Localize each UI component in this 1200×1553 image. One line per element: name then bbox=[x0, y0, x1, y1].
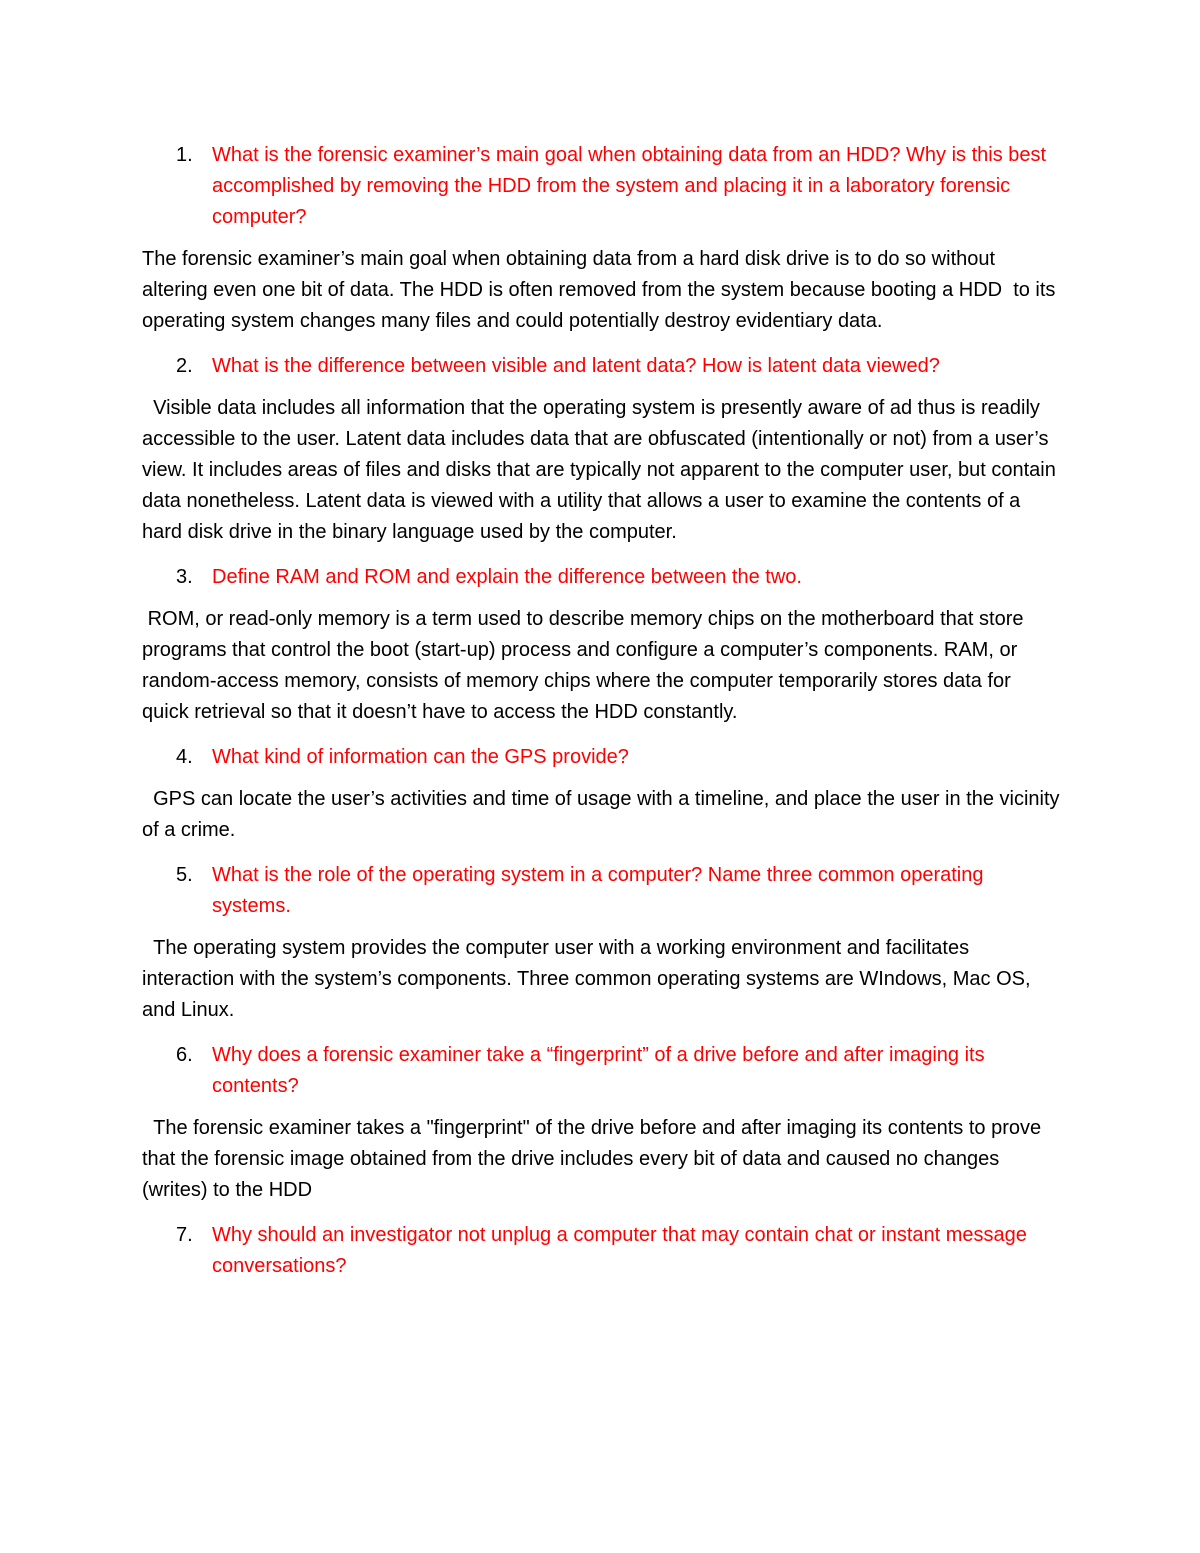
qa-item-1 bbox=[142, 140, 1062, 337]
answer-1: The forensic examiner’s main goal when obtaining data from a hard disk drive is to do so without altering even one bit of data. The HDD is often removed from the system because booting a HDD to its operating system changes many files and could potentially destroy evidentiary data. bbox=[142, 248, 1061, 332]
qa-item-2 bbox=[142, 351, 1062, 548]
qa-item-4 bbox=[142, 742, 1066, 846]
answer-4: GPS can locate the user’s activities and time of usage with a timeline, and place the user in the vicinity of a crime. bbox=[142, 788, 1066, 841]
qa-item-6 bbox=[142, 1040, 1062, 1206]
answer-3: ROM, or read-only memory is a term used to describe memory chips on the motherboard that store programs that control the boot (start-up) process and configure a computer’s components. RAM, or random-access memory, consists of memory chips where the computer temporarily stores data for quick retrieval so that it doesn’t have to access the HDD constantly. bbox=[142, 608, 1030, 723]
question-5 bbox=[142, 860, 1062, 922]
document-body bbox=[142, 140, 1066, 1293]
question-text: Why does a forensic examiner take a “fingerprint” of a drive before and after imaging its contents? bbox=[212, 1044, 985, 1097]
question-number: 7. bbox=[176, 1224, 193, 1246]
question-text: Why should an investigator not unplug a computer that may contain chat or instant message conversations? bbox=[212, 1224, 1027, 1277]
question-1 bbox=[142, 140, 1062, 233]
question-7 bbox=[142, 1220, 1062, 1282]
question-number: 3. bbox=[176, 566, 193, 588]
question-2 bbox=[142, 351, 1062, 382]
question-number: 1. bbox=[176, 144, 193, 166]
qa-item-3 bbox=[142, 562, 1062, 728]
question-text: What is the difference between visible and latent data? How is latent data viewed? bbox=[212, 355, 940, 377]
answer-2: Visible data includes all information that the operating system is presently aware of ad thus is readily accessible to the user. Latent data includes data that are obfuscated (intentionally or not) from a user’s view. It includes areas of files and disks that are typically not apparent to the computer user, but contain data nonetheless. Latent data is viewed with a utility that allows a user to examine the contents of a hard disk drive in the binary language used by the computer. bbox=[142, 397, 1062, 543]
qa-item-7 bbox=[142, 1220, 1062, 1282]
answer-5: The operating system provides the computer user with a working environment and facilitates interaction with the system’s components. Three common operating systems are WIndows, Mac OS, and Linux. bbox=[142, 937, 1037, 1021]
question-number: 2. bbox=[176, 355, 193, 377]
question-6 bbox=[142, 1040, 1062, 1102]
question-text: What is the role of the operating system in a computer? Name three common operating systems. bbox=[212, 864, 984, 917]
question-number: 6. bbox=[176, 1044, 193, 1066]
question-number: 5. bbox=[176, 864, 193, 886]
question-4 bbox=[142, 742, 1062, 773]
answer-6: The forensic examiner takes a "fingerprint" of the drive before and after imaging its contents to prove that the forensic image obtained from the drive includes every bit of data and caused no changes (writes) to the HDD bbox=[142, 1117, 1047, 1201]
question-text: Define RAM and ROM and explain the difference between the two. bbox=[212, 566, 802, 588]
question-text: What kind of information can the GPS provide? bbox=[212, 746, 629, 768]
qa-item-5 bbox=[142, 860, 1062, 1026]
question-number: 4. bbox=[176, 746, 193, 768]
question-text: What is the forensic examiner’s main goal when obtaining data from an HDD? Why is this best accomplished by removing the HDD from the system and placing it in a laboratory forensic computer? bbox=[212, 144, 1047, 228]
question-3 bbox=[142, 562, 1062, 593]
